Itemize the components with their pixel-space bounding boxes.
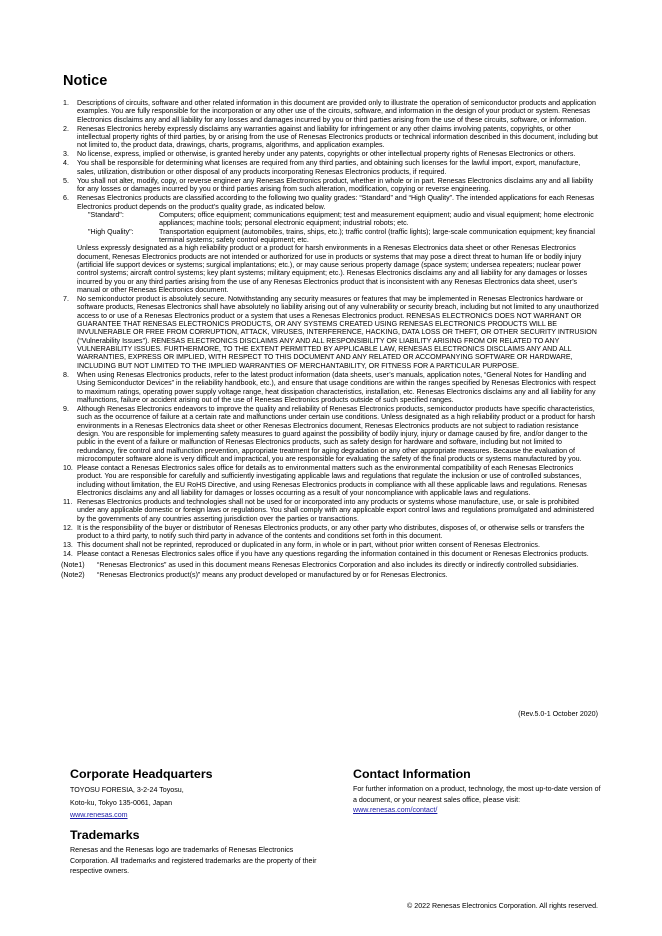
notice-item: 11. Renesas Electronics products and technologies shall not be used for or incorporated into any products or systems whose manufacture, use, or sale is prohibited under any applicable domestic or foreign laws or regulations. You shall comply with any applicable export control laws and regulations promulgated and administered by the governments of any countries asserting jurisdiction over the parties or transactions. xyxy=(63,498,594,523)
trademarks-title: Trademarks xyxy=(70,828,140,842)
notice-item: 1. Descriptions of circuits, software and other related information in this document are provided only to illustrate the operation of semiconductor products and application examples. You are fully responsible for the incorporation or any other use of the circuits, software, and information in the design of your product or system. Renesas Electronics disclaims any and all liability for any losses and damages incurred by you or third parties arising from the use of these circuits, software, or information. xyxy=(63,99,596,124)
revision-label: (Rev.5.0-1 October 2020) xyxy=(518,710,598,718)
contact-information-title: Contact Information xyxy=(353,767,471,781)
grade-label: "Standard": xyxy=(88,210,124,219)
notice-title: Notice xyxy=(63,73,108,89)
notice-item: 5. You shall not alter, modify, copy, or reverse engineer any Renesas Electronics product, whether in whole or in part. Renesas Electronics disclaims any and all liability for any losses or damages incurred by you or third parties arising from such alteration, modification, copying or reverse engineering. xyxy=(63,176,593,194)
grade-text: Transportation equipment (automobiles, trains, ships, etc.); traffic control (traffic lights); large-scale communication equipment; key financial terminal systems; safety control equipment; etc. xyxy=(159,227,595,244)
renesas-website-link[interactable]: www.renesas.com xyxy=(70,811,128,820)
note-label: (Note2) xyxy=(61,570,85,579)
notice-item: 3. No license, express, implied or otherwise, is granted hereby under any patents, copyrights or other intellectual property rights of Renesas Electronics or others. xyxy=(63,150,576,159)
address-line-1: TOYOSU FORESIA, 3-2-24 Toyosu, xyxy=(70,786,184,794)
notice-item: 7. No semiconductor product is absolutely secure. Notwithstanding any security measures or features that may be implemented in Renesas Electronics hardware or software products, Renesas Electronics shall have absolutely no liability arising out of any vulnerability or security breach, including but not limited to any unauthorized access to or use of a Renesas Electronics product or a system that uses a Renesas Electronics product. RENESAS ELECTRONICS DOES NOT WARRANT OR GUARANTEE THAT RENESAS ELECTRONICS PRODUCTS, OR ANY SYSTEMS CREATED USING RENESAS ELECTRONICS PRODUCTS WILL BE INVULNERABLE OR FREE FROM CORRUPTION, ATTACK, VIRUSES, INTERFERENCE, HACKING, DATA LOSS OR THEFT, OR OTHER SECURITY INTRUSION (“Vulnerability Issues”). RENESAS ELECTRONICS DISCLAIMS ANY AND ALL RESPONSIBILITY OR LIABILITY ARISING FROM OR RELATED TO ANY VULNERABILITY ISSUES. FURTHERMORE, TO THE EXTENT PERMITTED BY APPLICABLE LAW, RENESAS ELECTRONICS DISCLAIMS ANY AND ALL WARRANTIES, EXPRESS OR IMPLIED, WITH RESPECT TO THIS DOCUMENT AND ANY RELATED OR ACCOMPANYING SOFTWARE OR HARDWARE, INCLUDING BUT NOT LIMITED TO THE IMPLIED WARRANTIES OF MERCHANTABILITY, OR FITNESS FOR A PARTICULAR PURPOSE. xyxy=(63,295,599,370)
notice-item: 4. You shall be responsible for determining what licenses are required from any third parties, and obtaining such licenses for the lawful import, export, manufacture, sales, utilization, distribution or other disposal of any products incorporating Renesas Electronics products, if required. xyxy=(63,159,581,176)
notice-item: 13. This document shall not be reprinted, reproduced or duplicated in any form, in whole or in part, without prior written consent of Renesas Electronics. xyxy=(63,541,540,550)
corporate-address xyxy=(70,784,184,822)
notice-item: 9. Although Renesas Electronics endeavors to improve the quality and reliability of Renesas Electronics products, semiconductor products have specific characteristics, such as the occurrence of failure at a certain rate and malfunctions under certain use conditions. Unless designated as a high reliability product or a product for harsh environments in a Renesas Electronics data sheet or other Renesas Electronics document, Renesas Electronics products are not subject to radiation resistance design. You are responsible for implementing safety measures to guard against the possibility of bodily injury, injury or damage caused by fire, and/or danger to the public in the event of a failure or malfunction of Renesas Electronics products, such as safety design for hardware and software, including but not limited to redundancy, fire control and malfunction prevention, appropriate treatment for aging degradation or any other appropriate measures. Because the evaluation of microcomputer software alone is very difficult and impractical, you are responsible for evaluating the safety of the final products or systems manufactured by you. xyxy=(63,404,596,463)
note-2 xyxy=(63,571,599,579)
contact-information xyxy=(353,784,603,816)
note-text: “Renesas Electronics” as used in this document means Renesas Electronics Corporation and also includes its directly or indirectly controlled subsidiaries. xyxy=(97,560,579,569)
notice-list xyxy=(63,99,599,579)
notice-item: 10. Please contact a Renesas Electronics sales office for details as to environmental matters such as the environmental compatibility of each Renesas Electronics product. You are responsible for carefully and sufficiently investigating applicable laws and regulations that regulate the inclusion or use of controlled substances, including without limitation, the EU RoHS Directive, and using Renesas Electronics products in compliance with all these applicable laws and regulations. Renesas Electronics disclaims any and all liability for damages or losses occurring as a result of your noncompliance with applicable laws and regulations. xyxy=(63,463,587,497)
note-1 xyxy=(63,561,599,569)
address-line-2: Koto-ku, Tokyo 135-0061, Japan xyxy=(70,798,173,807)
quality-grade-standard xyxy=(77,211,599,228)
corporate-headquarters-title: Corporate Headquarters xyxy=(70,767,213,781)
trademarks-text: Renesas and the Renesas logo are trademarks of Renesas Electronics Corporation. All trademarks and registered trademarks are the property of their respective owners. xyxy=(70,846,317,876)
note-text: “Renesas Electronics product(s)” means any product developed or manufactured by or for Renesas Electronics. xyxy=(97,570,448,579)
quality-grade-high xyxy=(77,228,599,245)
item6-extra: Unless expressly designated as a high reliability product or a product for harsh environments in a Renesas Electronics data sheet or other Renesas Electronics document, Renesas Electronics products are not intended or authorized for use in products or systems that may pose a direct threat to human life or bodily injury (artificial life support devices or systems; surgical implantations; etc.), or may cause serious property damage (space system; undersea repeaters; nuclear power control systems; aircraft control systems; key plant systems; military equipment; etc.). Renesas Electronics disclaims any and all liability for any damages or losses incurred by you or any third parties arising from the use of any Renesas Electronics product that is inconsistent with any Renesas Electronics data sheet, user’s manual or other Renesas Electronics document. xyxy=(77,244,588,294)
note-label: (Note1) xyxy=(61,560,85,569)
copyright-text: © 2022 Renesas Electronics Corporation. All rights reserved. xyxy=(407,902,598,910)
notice-item: 8. When using Renesas Electronics products, refer to the latest product information (data sheets, user’s manuals, application notes, “General Notes for Handling and Using Semiconductor Devices” in the reliability handbook, etc.), and ensure that usage conditions are within the ranges specified by Renesas Electronics with respect to maximum ratings, operating power supply voltage range, heat dissipation characteristics, installation, etc. Renesas Electronics disclaims any and all liability for any malfunctions, failure or accident arising out of the use of Renesas Electronics products outside of such specified ranges. xyxy=(63,370,596,404)
notice-item: 12. It is the responsibility of the buyer or distributor of Renesas Electronics products, or any other party who distributes, disposes of, or otherwise sells or transfers the product to a third party, to notify such third party in advance of the contents and conditions set forth in this document. xyxy=(63,523,585,541)
contact-link[interactable]: www.renesas.com/contact/ xyxy=(353,806,438,815)
notice-item: 14. Please contact a Renesas Electronics sales office if you have any questions regarding the information contained in this document or Renesas Electronics products. xyxy=(63,550,589,559)
grade-text: Computers; office equipment; communications equipment; test and measurement equipment; audio and visual equipment; home electronic appliances; machine tools; personal electronic equipment; industrial robots; etc. xyxy=(159,210,594,228)
notice-item: 6. Renesas Electronics products are classified according to the following two quality grades: “Standard” and “High Quality”. The intended applications for each Renesas Electronics product depends on the product’s quality grade, as indicated below. "Standard": Computers; office equipment; communications equipment; test and measurement equipment; audio and visual equipment; home electronic appliances; machine tools; personal electronic equipment; industrial robots; etc. "High Quality": Transportation equipment (automobiles, trains, ships, etc.); traffic control (traffic lights); large-scale communication equipment; key financial terminal systems; safety control equipment; etc. Unless expressly designated as a high reliability product or a product for harsh environments in a Renesas Electronics data sheet or other Renesas Electronics document, Renesas Electronics products are not intended or authorized for use in products or systems that may pose a direct threat to human life or bodily injury (artificial life support devices or systems; surgical implantations; etc.), or may cause serious property damage (space system; undersea repeaters; nuclear power control systems; aircraft control systems; key plant systems; military equipment; etc.). Renesas Electronics disclaims any and all liability for any damages or losses incurred by you or any third parties arising from the use of any Renesas Electronics product that is inconsistent with any Renesas Electronics data sheet, user’s manual or other Renesas Electronics document. xyxy=(63,194,599,294)
contact-text: For further information on a product, technology, the most up-to-date version of a document, or your nearest sales office, please visit: xyxy=(353,785,601,804)
grade-label: "High Quality": xyxy=(88,227,134,236)
notice-item: 2. Renesas Electronics hereby expressly disclaims any warranties against and liability for infringement or any other claims involving patents, copyrights, or other intellectual property rights of third parties, by or arising from the use of Renesas Electronics products or technical information described in this document, including but not limited to, the product data, drawings, charts, programs, algorithms, and application examples. xyxy=(63,124,598,150)
